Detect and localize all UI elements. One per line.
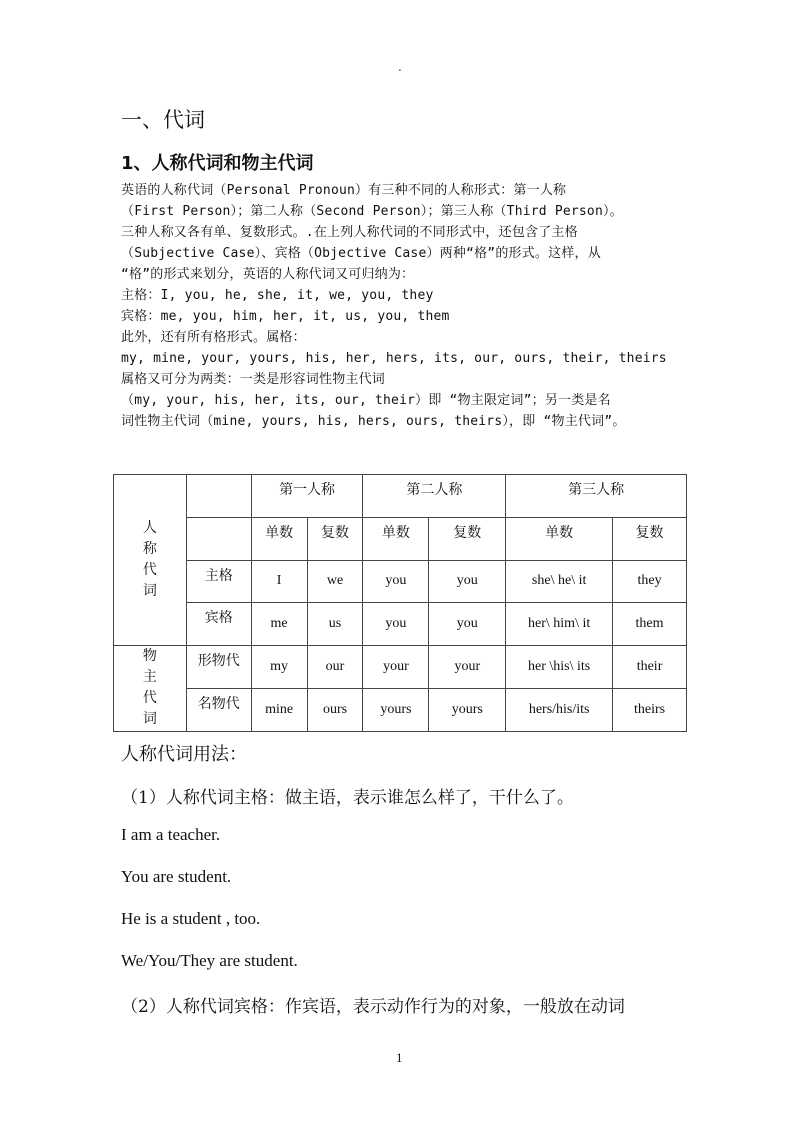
header-plural: 复数: [613, 517, 687, 560]
intro-line: （Subjective Case）、宾格（Objective Case）两种“格”的形式。这样，从: [121, 246, 601, 261]
table-cell: them: [613, 603, 687, 646]
table-header-row: [114, 475, 687, 518]
table-corner-cell: [186, 475, 251, 518]
table-cell: you: [363, 603, 429, 646]
example-sentence: He is a student , too.: [121, 909, 261, 928]
intro-line: （First Person）；第二人称（Second Person）；第三人称（Third Person）。: [121, 204, 623, 219]
intro-line: 属格又可分为两类：一类是形容词性物主代词: [121, 372, 386, 387]
intro-line: “格”的形式来划分，英语的人称代词又可归纳为：: [121, 267, 415, 282]
pronoun-table: [113, 474, 687, 732]
table-row: [114, 603, 687, 646]
usage-title: 人称代词用法：: [121, 744, 247, 765]
intro-paragraph: [121, 180, 701, 432]
rule-subjective: （1）人称代词主格：做主语，表示谁怎么样了，干什么了。: [121, 788, 574, 808]
intro-line: 三种人称又各有单、复数形式。.在上列人称代词的不同形式中，还包含了主格: [121, 225, 578, 240]
header-singular: 单数: [251, 517, 307, 560]
example-sentence: I am a teacher.: [121, 825, 221, 844]
table-cell: your: [363, 646, 429, 689]
table-cell: their: [613, 646, 687, 689]
intro-line: 词性物主代词（mine, yours, his, hers, ours, theirs），即 “物主代词”。: [121, 414, 626, 429]
table-cell: us: [307, 603, 363, 646]
subsection-title: 1、人称代词和物主代词: [121, 153, 314, 174]
table-number-row: [114, 517, 687, 560]
page-number: 1: [396, 1050, 403, 1065]
intro-line: 主格：I, you, he, she, it, we, you, they: [121, 288, 434, 303]
header-singular: 单数: [506, 517, 613, 560]
table-cell: yours: [429, 688, 506, 731]
header-plural: 复数: [429, 517, 506, 560]
header-plural: 复数: [307, 517, 363, 560]
table-cell: your: [429, 646, 506, 689]
table-cell: you: [429, 603, 506, 646]
intro-line: 此外，还有所有格形式。属格：: [121, 330, 306, 345]
section-title: 一、代词: [121, 108, 205, 132]
table-cell: her\ him\ it: [506, 603, 613, 646]
table-cell: she\ he\ it: [506, 560, 613, 603]
table-cell: you: [429, 560, 506, 603]
table-row: [114, 646, 687, 689]
intro-line: my, mine, your, yours, his, her, hers, its, our, ours, their, theirs: [121, 351, 667, 366]
table-cell: ours: [307, 688, 363, 731]
intro-line: 英语的人称代词（Personal Pronoun）有三种不同的人称形式：第一人称: [121, 183, 567, 198]
table-cell: yours: [363, 688, 429, 731]
header-singular: 单数: [363, 517, 429, 560]
table-cell: mine: [251, 688, 307, 731]
row-label: 宾格: [186, 603, 251, 646]
row-label: 名物代: [186, 688, 251, 731]
table-cell: my: [251, 646, 307, 689]
table-cell: theirs: [613, 688, 687, 731]
example-sentence: You are student.: [121, 867, 232, 886]
table-cell: her \his\ its: [506, 646, 613, 689]
header-second-person: 第二人称: [363, 475, 506, 518]
table-cell: they: [613, 560, 687, 603]
table-cell: me: [251, 603, 307, 646]
table-cell: our: [307, 646, 363, 689]
group-possessive-pronoun: 物 主 代 词: [114, 646, 187, 732]
table-cell: we: [307, 560, 363, 603]
table-row: [114, 560, 687, 603]
table-blank-cell: [186, 517, 251, 560]
header-mark: .: [398, 60, 402, 74]
intro-line: 宾格：me, you, him, her, it, us, you, them: [121, 309, 450, 324]
table-row: [114, 688, 687, 731]
table-cell: hers/his/its: [506, 688, 613, 731]
example-sentence: We/You/They are student.: [121, 951, 298, 970]
row-label: 形物代: [186, 646, 251, 689]
rule-objective: （2）人称代词宾格：作宾语，表示动作行为的对象，一般放在动词: [121, 997, 625, 1017]
table-cell: I: [251, 560, 307, 603]
group-personal-pronoun: 人 称 代 词: [114, 475, 187, 646]
header-first-person: 第一人称: [251, 475, 363, 518]
intro-line: （my, your, his, her, its, our, their）即 “物主限定词”；另一类是名: [121, 393, 611, 408]
table-cell: you: [363, 560, 429, 603]
header-third-person: 第三人称: [506, 475, 687, 518]
row-label: 主格: [186, 560, 251, 603]
